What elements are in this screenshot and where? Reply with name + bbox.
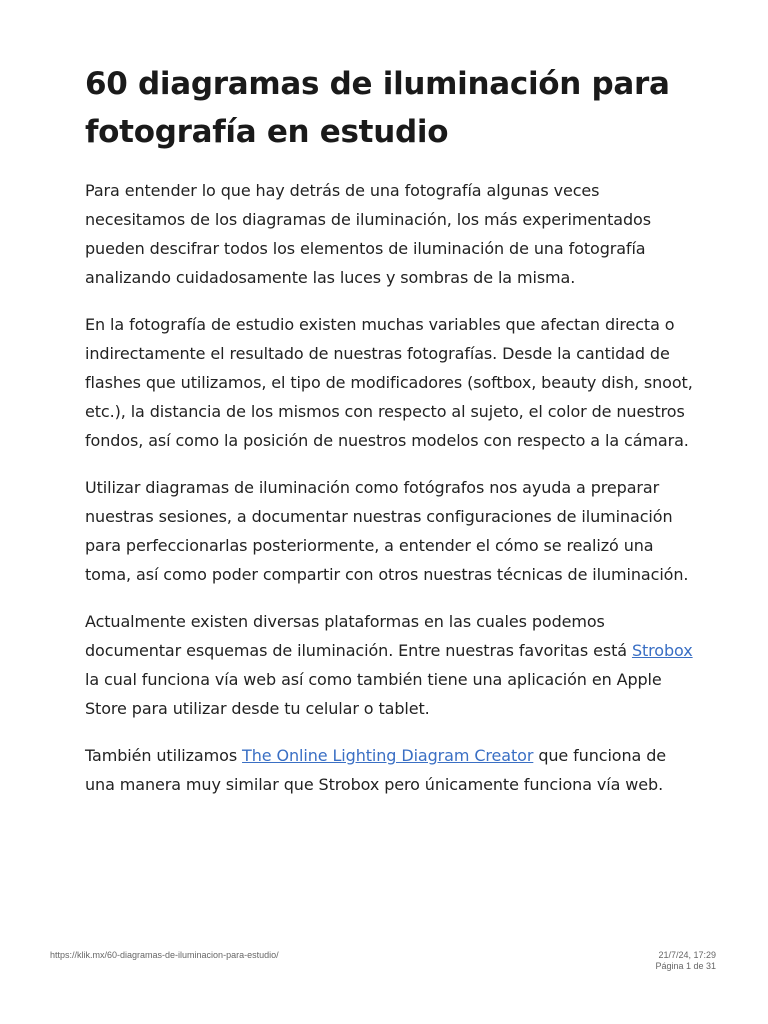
article-title: 60 diagramas de iluminación para fotografía en estudio: [85, 66, 670, 150]
footer-meta: [655, 950, 716, 972]
footer-url: https://klik.mx/60-diagramas-de-iluminacion-para-estudio/: [50, 950, 279, 960]
article: [85, 60, 693, 817]
paragraph-text: También utilizamos: [85, 746, 243, 765]
paragraph-uses: Utilizar diagramas de iluminación como fotógrafos nos ayuda a preparar nuestras sesiones, a documentar nuestras configuraciones de iluminación para perfeccionarlas posteriormente, a entender el cómo se realizó una toma, así como poder compartir con otros nuestras técnicas de iluminación.: [85, 478, 689, 584]
paragraph-text: la cual funciona vía web así como también tiene una aplicación en Apple Store para utilizar desde tu celular o tablet.: [85, 670, 662, 718]
strobox-link[interactable]: Strobox: [631, 641, 693, 660]
paragraph-text: Actualmente existen diversas plataformas en las cuales podemos documentar esquemas de iluminación. Entre nuestras favoritas está: [85, 612, 632, 660]
paragraph-platforms: [85, 607, 693, 723]
diagram-creator-link[interactable]: The Online Lighting Diagram Creator: [242, 746, 534, 765]
footer-datetime: 21/7/24, 17:29: [658, 950, 716, 960]
paragraph-text: que funciona de una manera muy similar que Strobox pero únicamente funciona vía web.: [85, 746, 667, 794]
paragraph-diagram-creator: [85, 741, 693, 799]
paragraph-intro: Para entender lo que hay detrás de una fotografía algunas veces necesitamos de los diagramas de iluminación, los más experimentados pueden descifrar todos los elementos de iluminación de una fotografía analizando cuidadosamente las luces y sombras de la misma.: [85, 181, 651, 287]
paragraph-variables: En la fotografía de estudio existen muchas variables que afectan directa o indirectamente el resultado de nuestras fotografías. Desde la cantidad de flashes que utilizamos, el tipo de modificadores (softbox, beauty dish, snoot, etc.), la distancia de los mismos con respecto al sujeto, el color de nuestros fondos, así como la posición de nuestros modelos con respecto a la cámara.: [85, 315, 693, 450]
footer-page-number: Página 1 de 31: [655, 961, 716, 971]
